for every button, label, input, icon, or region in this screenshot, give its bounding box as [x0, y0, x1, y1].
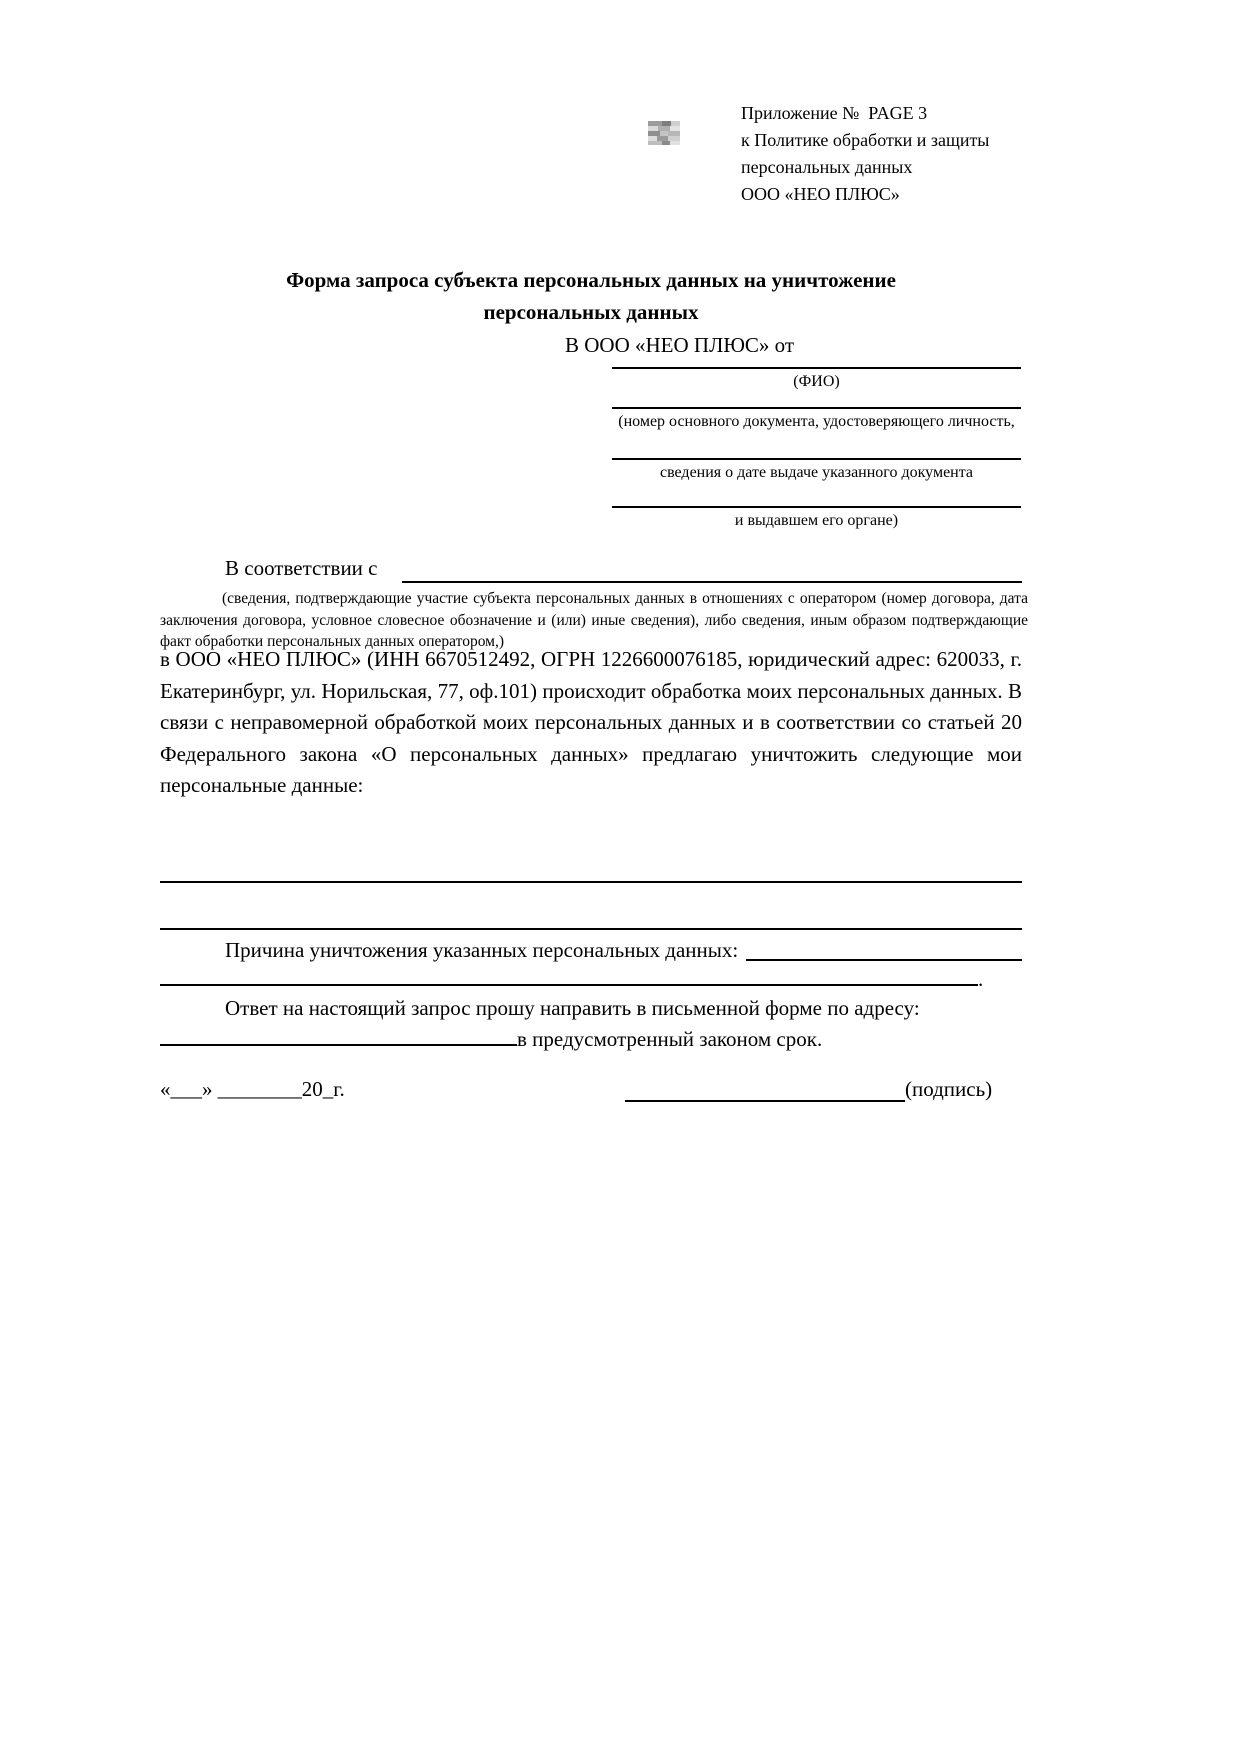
reason-label: Причина уничтожения указанных персональных данных:	[225, 938, 739, 962]
document-number-blank-line[interactable]	[612, 407, 1021, 409]
signature-blank-line[interactable]	[625, 1100, 905, 1102]
appendix-header-line: персональных данных	[741, 157, 913, 177]
response-deadline-text: в предусмотренный законом срок.	[517, 1027, 823, 1051]
address-blank-line[interactable]	[160, 1022, 517, 1046]
issuing-authority-blank-line[interactable]	[612, 506, 1021, 508]
fio-blank-line[interactable]	[612, 367, 1021, 369]
accordance-footnote: (сведения, подтверждающие участие субъекта персональных данных в отношениях с оператором (номер договора, дата заключения договора, условное словесное обозначение и (или) иные сведения), либо сведения, иным образом подтверждающие факт обработки персональных данных оператором,)	[160, 590, 1028, 650]
appendix-header-line: ООО «НЕО ПЛЮС»	[741, 184, 900, 204]
appendix-header	[741, 100, 989, 208]
accordance-prefix: В соответствии с	[225, 556, 378, 580]
body-paragraph: в ООО «НЕО ПЛЮС» (ИНН 6670512492, ОГРН 1226600076185, юридический адрес: 620033, г. Екатеринбург, ул. Норильская, 77, оф.101) происходит обработка моих персональных данных. В связи с неправомерной обработкой моих персональных данных и в соответствии со статьей 20 Федерального закона «О персональных данных» предлагаю уничтожить следующие мои персональные данные:	[160, 647, 1022, 797]
document-title-line1: Форма запроса субъекта персональных данных на уничтожение	[286, 268, 896, 292]
reason-blank-line[interactable]	[746, 959, 1022, 961]
issue-date-caption: сведения о дате выдаче указанного документа	[659, 464, 974, 481]
fio-caption: (ФИО)	[793, 373, 840, 390]
reason-row	[160, 936, 1022, 964]
appendix-header-line: к Политике обработки и защиты	[741, 130, 990, 150]
signature-caption: (подпись)	[905, 1077, 993, 1101]
embedded-object-icon	[648, 121, 680, 145]
reason-continuation-row	[160, 962, 1022, 993]
reason-line-period: .	[978, 967, 984, 991]
data-blank-line-1[interactable]	[160, 881, 1022, 883]
document-title	[160, 264, 1022, 328]
document-title-line2: персональных данных	[483, 300, 699, 324]
document-number-caption: (номер основного документа, удостоверяющего личность,	[618, 413, 1015, 430]
addressee-line: В ООО «НЕО ПЛЮС» от	[565, 333, 795, 357]
accordance-blank-line[interactable]	[402, 581, 1022, 583]
issuing-authority-caption: и выдавшем его органе)	[734, 512, 899, 529]
issue-date-blank-line[interactable]	[612, 458, 1021, 460]
response-address-row	[160, 1022, 822, 1053]
reason-blank-line-2[interactable]	[160, 962, 978, 986]
response-request-line: Ответ на настоящий запрос прошу направить в письменной форме по адресу:	[225, 996, 920, 1020]
appendix-header-line: Приложение № PAGE 3	[741, 103, 928, 123]
data-blank-line-2[interactable]	[160, 928, 1022, 930]
date-fill-line[interactable]: «___» ________20_г.	[160, 1077, 345, 1101]
